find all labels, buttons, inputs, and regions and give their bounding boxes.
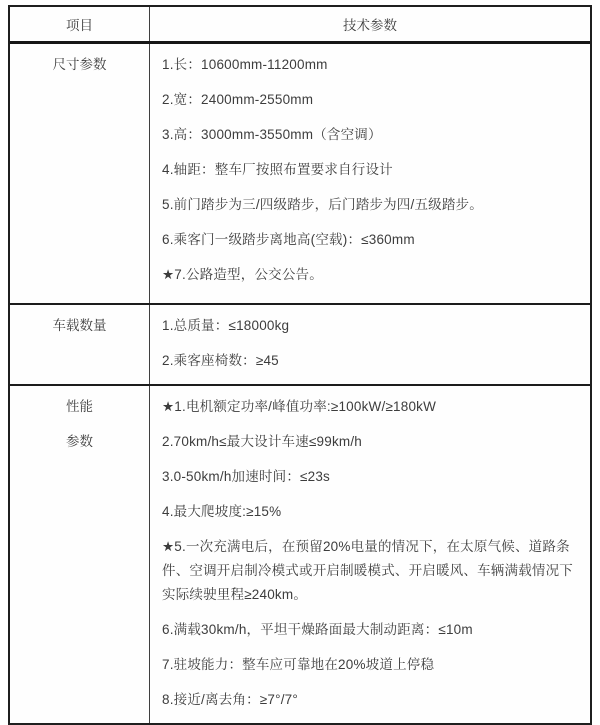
spec-item: 6.乘客门一级踏步离地高(空载)：≤360mm bbox=[162, 232, 415, 247]
spec-item: 2.宽：2400mm-2550mm bbox=[162, 92, 314, 107]
row-label-line: 参数 bbox=[66, 434, 93, 449]
spec-item: 3.高：3000mm-3550mm（含空调） bbox=[162, 127, 382, 142]
spec-item: 8.接近/离去角：≥7°/7° bbox=[162, 692, 298, 707]
spec-item: 1.总质量：≤18000kg bbox=[162, 318, 290, 333]
table-row-performance bbox=[10, 386, 590, 723]
table-header-row bbox=[10, 7, 590, 44]
spec-table bbox=[8, 5, 592, 725]
row-label-performance bbox=[10, 386, 150, 723]
spec-item: 4.最大爬坡度:≥15% bbox=[162, 504, 282, 519]
header-params-label: 技术参数 bbox=[343, 18, 397, 33]
row-label-line: 车载数量 bbox=[52, 318, 107, 333]
row-label-line: 性能 bbox=[66, 399, 93, 414]
header-params-column bbox=[150, 7, 590, 41]
spec-item: ★1.电机额定功率/峰值功率:≥100kW/≥180kW bbox=[162, 399, 437, 414]
spec-item: 3.0-50km/h加速时间：≤23s bbox=[162, 469, 331, 484]
spec-item: ★7.公路造型，公交公告。 bbox=[162, 267, 323, 282]
row-label-capacity bbox=[10, 305, 150, 384]
spec-item: 2.乘客座椅数：≥45 bbox=[162, 353, 279, 368]
spec-item: 6.满载30km/h，平坦干燥路面最大制动距离：≤10m bbox=[162, 622, 473, 637]
header-item-label: 项目 bbox=[66, 18, 93, 33]
spec-item: 1.长：10600mm-11200mm bbox=[162, 57, 328, 72]
spec-item: 4.轴距：整车厂按照布置要求自行设计 bbox=[162, 162, 393, 177]
row-content-performance bbox=[150, 386, 590, 723]
row-content-dimensions bbox=[150, 44, 590, 303]
spec-item: 7.驻坡能力：整车应可靠地在20%坡道上停稳 bbox=[162, 657, 435, 672]
spec-item: 2.70km/h≤最大设计车速≤99km/h bbox=[162, 434, 363, 449]
spec-item: 5.前门踏步为三/四级踏步，后门踏步为四/五级踏步。 bbox=[162, 197, 483, 212]
row-content-capacity bbox=[150, 305, 590, 384]
row-label-dimensions bbox=[10, 44, 150, 303]
table-row-capacity bbox=[10, 305, 590, 386]
header-item-column bbox=[10, 7, 150, 41]
row-label-line: 尺寸参数 bbox=[52, 57, 107, 72]
spec-item: ★5.一次充满电后，在预留20%电量的情况下，在太原气候、道路条件、空调开启制冷模式或开启制暖模式、开启暖风、车辆满载情况下实际续驶里程≥240km。 bbox=[162, 539, 573, 602]
table-row-dimensions bbox=[10, 44, 590, 305]
